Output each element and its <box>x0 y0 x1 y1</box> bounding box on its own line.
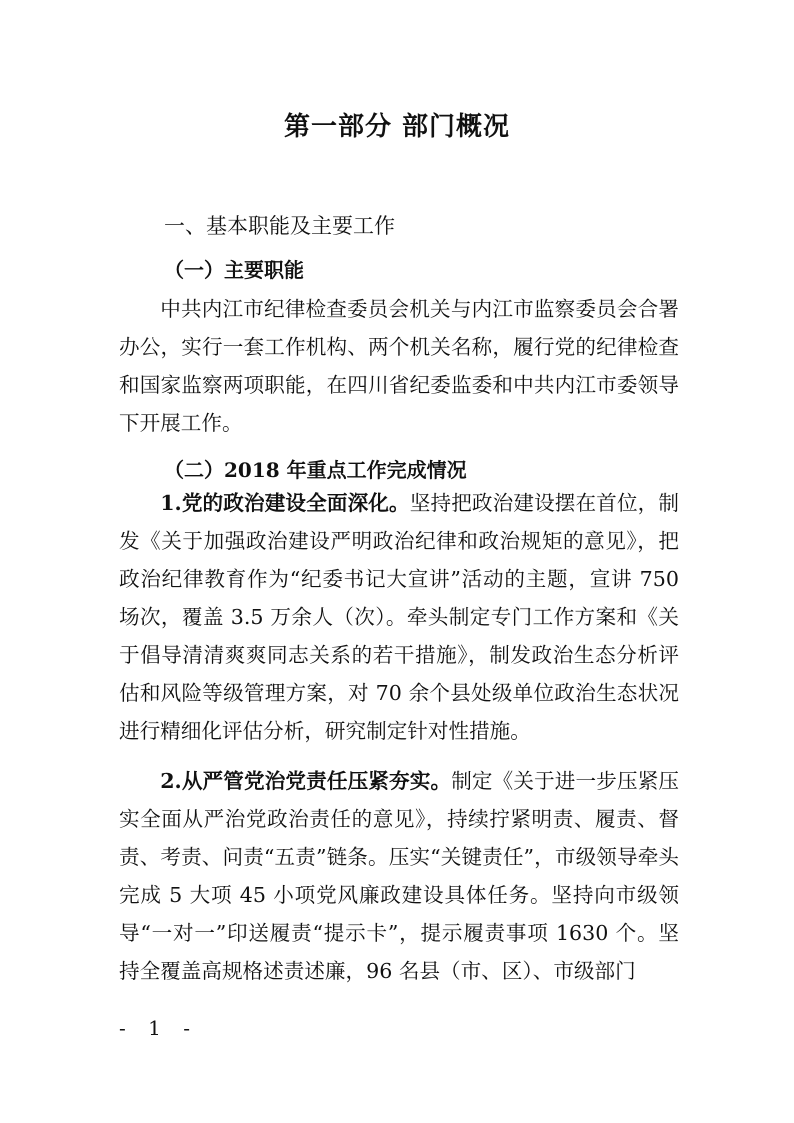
document-title: 第一部分 部门概况 <box>283 112 511 142</box>
subsection-heading-main-functions: （一）主要职能 <box>164 258 304 282</box>
paragraph-main-functions: 中共内江市纪律检查委员会机关与内江市监察委员会合署办公，实行一套工作机构、两个机关名称，履行党的纪律检查和国家监察两项职能，在四川省纪委监委和中共内江市委领导下开展工作。 <box>119 297 679 435</box>
paragraph-lead-party-governance: 2.从严管党治党责任压紧夯实。 <box>160 769 452 793</box>
section-heading: 一、基本职能及主要工作 <box>164 214 395 238</box>
paragraph-party-governance <box>119 762 679 990</box>
paragraph-body-party-governance: 制定《关于进一步压紧压实全面从严治党政治责任的意见》，持续拧紧明责、履责、督责、考责、问责“五责”链条。压实“关键责任”，市级领导牵头完成 5 大项 45 小项党风廉政建设具体任务。坚持向市级领导“一对一”印送履责“提示卡”，提示履责事项 1630 个。坚持全覆盖高规格述责述廉，96 名县（市、区）、市级部门 <box>119 769 680 983</box>
paragraph-lead-political-construction: 1.党的政治建设全面深化。 <box>160 491 410 515</box>
paragraph-political-construction <box>119 484 679 750</box>
page-number: - 1 - <box>119 1016 198 1040</box>
paragraph-body-political-construction: 坚持把政治建设摆在首位，制发《关于加强政治建设严明政治纪律和政治规矩的意见》，把政治纪律教育作为“纪委书记大宣讲”活动的主题，宣讲 750 场次，覆盖 3.5 万余人（次）。牵头制定专门工作方案和《关于倡导清清爽爽同志关系的若干措施》，制发政治生态分析评估和风险等级管理方案，对 70 余个县处级单位政治生态状况进行精细化评估分析，研究制定针对性措施。 <box>119 491 679 743</box>
subsection-heading-2018-work: （二）2018 年重点工作完成情况 <box>164 458 467 482</box>
